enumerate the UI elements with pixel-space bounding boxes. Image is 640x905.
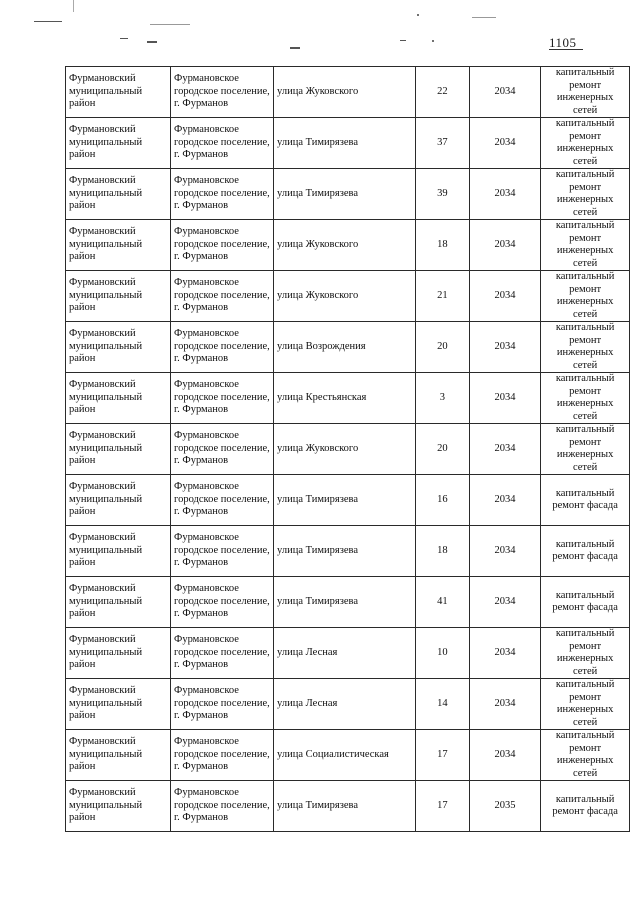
year-cell: 2034 bbox=[469, 475, 540, 526]
year-cell: 2035 bbox=[469, 781, 540, 832]
year-cell: 2034 bbox=[469, 730, 540, 781]
repair-schedule-table bbox=[65, 66, 630, 832]
district-cell: Фурмановский муниципальный район bbox=[66, 322, 171, 373]
settlement-cell: Фурмановское городское поселение, г. Фурманов bbox=[171, 424, 274, 475]
house-number-cell: 18 bbox=[415, 526, 469, 577]
table-row bbox=[66, 781, 630, 832]
street-cell: улица Социалистическая bbox=[274, 730, 416, 781]
work-type-cell: капитальный ремонт инженерных сетей bbox=[541, 679, 630, 730]
table-row bbox=[66, 373, 630, 424]
house-number-cell: 41 bbox=[415, 577, 469, 628]
year-cell: 2034 bbox=[469, 424, 540, 475]
settlement-cell: Фурмановское городское поселение, г. Фурманов bbox=[171, 373, 274, 424]
scan-artifact bbox=[472, 17, 496, 18]
house-number-cell: 22 bbox=[415, 67, 469, 118]
house-number-cell: 16 bbox=[415, 475, 469, 526]
house-number-cell: 39 bbox=[415, 169, 469, 220]
table-row bbox=[66, 475, 630, 526]
scan-artifact bbox=[120, 38, 128, 39]
year-cell: 2034 bbox=[469, 373, 540, 424]
work-type-cell: капитальный ремонт инженерных сетей bbox=[541, 424, 630, 475]
work-type-cell: капитальный ремонт инженерных сетей bbox=[541, 628, 630, 679]
settlement-cell: Фурмановское городское поселение, г. Фурманов bbox=[171, 628, 274, 679]
settlement-cell: Фурмановское городское поселение, г. Фурманов bbox=[171, 169, 274, 220]
district-cell: Фурмановский муниципальный район bbox=[66, 424, 171, 475]
street-cell: улица Тимирязева bbox=[274, 169, 416, 220]
district-cell: Фурмановский муниципальный район bbox=[66, 781, 171, 832]
house-number-cell: 3 bbox=[415, 373, 469, 424]
house-number-cell: 20 bbox=[415, 322, 469, 373]
street-cell: улица Тимирязева bbox=[274, 577, 416, 628]
work-type-cell: капитальный ремонт инженерных сетей bbox=[541, 271, 630, 322]
street-cell: улица Жуковского bbox=[274, 271, 416, 322]
year-cell: 2034 bbox=[469, 271, 540, 322]
table-row bbox=[66, 271, 630, 322]
scan-artifact bbox=[150, 24, 190, 25]
work-type-cell: капитальный ремонт инженерных сетей bbox=[541, 169, 630, 220]
settlement-cell: Фурмановское городское поселение, г. Фурманов bbox=[171, 67, 274, 118]
district-cell: Фурмановский муниципальный район bbox=[66, 118, 171, 169]
street-cell: улица Жуковского bbox=[274, 67, 416, 118]
table-row bbox=[66, 526, 630, 577]
work-type-cell: капитальный ремонт инженерных сетей bbox=[541, 118, 630, 169]
settlement-cell: Фурмановское городское поселение, г. Фурманов bbox=[171, 781, 274, 832]
table-row bbox=[66, 424, 630, 475]
work-type-cell: капитальный ремонт фасада bbox=[541, 577, 630, 628]
work-type-cell: капитальный ремонт фасада bbox=[541, 526, 630, 577]
table-row bbox=[66, 628, 630, 679]
table-body bbox=[66, 67, 630, 832]
work-type-cell: капитальный ремонт фасада bbox=[541, 781, 630, 832]
street-cell: улица Лесная bbox=[274, 628, 416, 679]
work-type-cell: капитальный ремонт инженерных сетей bbox=[541, 322, 630, 373]
table-row bbox=[66, 577, 630, 628]
work-type-cell: капитальный ремонт инженерных сетей bbox=[541, 220, 630, 271]
work-type-cell: капитальный ремонт фасада bbox=[541, 475, 630, 526]
street-cell: улица Жуковского bbox=[274, 424, 416, 475]
year-cell: 2034 bbox=[469, 577, 540, 628]
street-cell: улица Жуковского bbox=[274, 220, 416, 271]
scan-artifact bbox=[147, 41, 157, 43]
table-row bbox=[66, 220, 630, 271]
district-cell: Фурмановский муниципальный район bbox=[66, 373, 171, 424]
settlement-cell: Фурмановское городское поселение, г. Фурманов bbox=[171, 526, 274, 577]
year-cell: 2034 bbox=[469, 322, 540, 373]
street-cell: улица Тимирязева bbox=[274, 781, 416, 832]
district-cell: Фурмановский муниципальный район bbox=[66, 475, 171, 526]
house-number-cell: 17 bbox=[415, 730, 469, 781]
settlement-cell: Фурмановское городское поселение, г. Фурманов bbox=[171, 730, 274, 781]
district-cell: Фурмановский муниципальный район bbox=[66, 577, 171, 628]
district-cell: Фурмановский муниципальный район bbox=[66, 679, 171, 730]
house-number-cell: 10 bbox=[415, 628, 469, 679]
year-cell: 2034 bbox=[469, 118, 540, 169]
year-cell: 2034 bbox=[469, 169, 540, 220]
scan-artifact bbox=[34, 21, 62, 22]
street-cell: улица Возрождения bbox=[274, 322, 416, 373]
street-cell: улица Лесная bbox=[274, 679, 416, 730]
house-number-cell: 21 bbox=[415, 271, 469, 322]
house-number-cell: 20 bbox=[415, 424, 469, 475]
settlement-cell: Фурмановское городское поселение, г. Фурманов bbox=[171, 271, 274, 322]
year-cell: 2034 bbox=[469, 67, 540, 118]
house-number-cell: 17 bbox=[415, 781, 469, 832]
table-row bbox=[66, 118, 630, 169]
year-cell: 2034 bbox=[469, 220, 540, 271]
work-type-cell: капитальный ремонт инженерных сетей bbox=[541, 67, 630, 118]
district-cell: Фурмановский муниципальный район bbox=[66, 730, 171, 781]
street-cell: улица Тимирязева bbox=[274, 475, 416, 526]
year-cell: 2034 bbox=[469, 628, 540, 679]
page-number: 1105 bbox=[549, 36, 583, 50]
table-row bbox=[66, 322, 630, 373]
table-row bbox=[66, 679, 630, 730]
work-type-cell: капитальный ремонт инженерных сетей bbox=[541, 730, 630, 781]
scan-artifact bbox=[73, 0, 74, 12]
scan-artifact bbox=[417, 14, 419, 16]
settlement-cell: Фурмановское городское поселение, г. Фурманов bbox=[171, 577, 274, 628]
house-number-cell: 14 bbox=[415, 679, 469, 730]
table-row bbox=[66, 730, 630, 781]
settlement-cell: Фурмановское городское поселение, г. Фурманов bbox=[171, 118, 274, 169]
district-cell: Фурмановский муниципальный район bbox=[66, 628, 171, 679]
scan-artifact bbox=[400, 40, 406, 41]
table-row bbox=[66, 67, 630, 118]
year-cell: 2034 bbox=[469, 679, 540, 730]
settlement-cell: Фурмановское городское поселение, г. Фурманов bbox=[171, 679, 274, 730]
street-cell: улица Тимирязева bbox=[274, 526, 416, 577]
settlement-cell: Фурмановское городское поселение, г. Фурманов bbox=[171, 475, 274, 526]
house-number-cell: 37 bbox=[415, 118, 469, 169]
district-cell: Фурмановский муниципальный район bbox=[66, 271, 171, 322]
year-cell: 2034 bbox=[469, 526, 540, 577]
district-cell: Фурмановский муниципальный район bbox=[66, 526, 171, 577]
district-cell: Фурмановский муниципальный район bbox=[66, 220, 171, 271]
table-row bbox=[66, 169, 630, 220]
street-cell: улица Тимирязева bbox=[274, 118, 416, 169]
house-number-cell: 18 bbox=[415, 220, 469, 271]
district-cell: Фурмановский муниципальный район bbox=[66, 67, 171, 118]
street-cell: улица Крестьянская bbox=[274, 373, 416, 424]
settlement-cell: Фурмановское городское поселение, г. Фурманов bbox=[171, 220, 274, 271]
district-cell: Фурмановский муниципальный район bbox=[66, 169, 171, 220]
scan-artifact bbox=[432, 40, 434, 42]
settlement-cell: Фурмановское городское поселение, г. Фурманов bbox=[171, 322, 274, 373]
scan-artifact bbox=[290, 47, 300, 49]
work-type-cell: капитальный ремонт инженерных сетей bbox=[541, 373, 630, 424]
